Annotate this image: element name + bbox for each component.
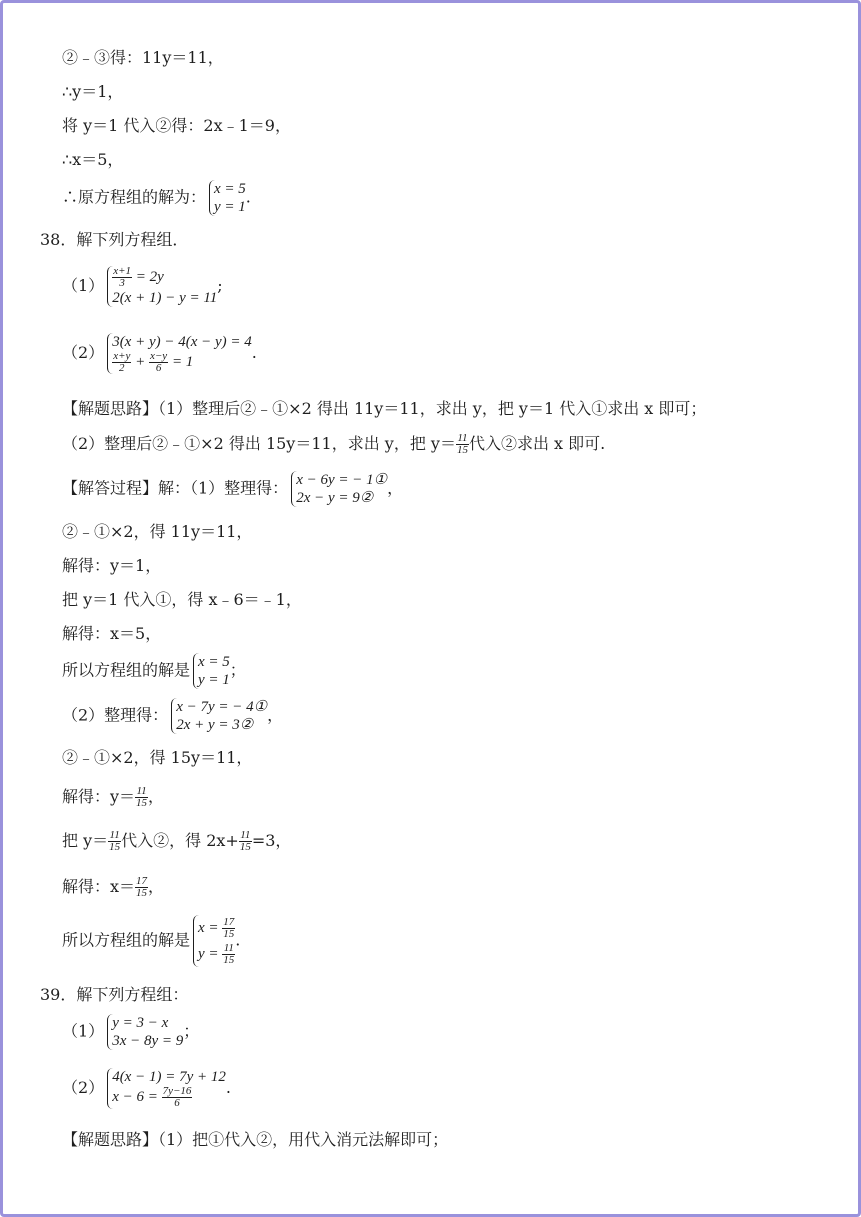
question-part: （1） $\frac{x+1}{3}$ = 2y 2(x + 1) − y = 11 ;: [62, 265, 223, 306]
solution-idea: 【解题思路】（1）整理后②﹣①×2 得出 11y＝11，求出 y，把 y＝1 代入①求出 x 即可；: [62, 399, 707, 418]
fraction: $\frac{17}{15}$: [136, 875, 148, 899]
step-line: ②﹣①×2，得 15y＝11，: [62, 748, 253, 767]
equation-system: x − 7y = − 4① 2x + y = 3②: [171, 698, 267, 734]
fraction: $\frac{7y-16}{6}$: [162, 1085, 192, 1109]
equation-system: $\frac{x+1}{3}$ = 2y 2(x + 1) − y = 11: [107, 266, 217, 307]
solution-line: ∴原方程组的解为： x = 5 y = 1 .: [62, 181, 251, 215]
fraction: $\frac{11}{15}$: [223, 942, 235, 967]
fraction: $\frac{x+1}{3}$: [113, 265, 131, 289]
question-part: （1） y = 3 − x 3x − 8y = 9 ；: [62, 1015, 200, 1049]
solution-line: 所以方程组的解是 x = 5 y = 1 ；: [62, 654, 246, 688]
step-line: 把 y＝1 代入①，得 x﹣6＝﹣1，: [62, 590, 302, 609]
question-part: （2） 3(x + y) − 4(x − y) = 4 $\frac{x+y}{2}$ + $\frac{x-y}{6}$ = 1 .: [62, 334, 257, 374]
question-part: （2） 4(x − 1) = 7y + 12 x − 6 = $\frac{7y-16}{6}$ .: [62, 1069, 231, 1109]
equation-system: x = 5 y = 1: [193, 653, 230, 689]
step-line: 解得：y＝1，: [62, 556, 162, 575]
step-line: ∴x＝5，: [62, 150, 124, 169]
fraction: $\frac{11}{15}$: [456, 432, 468, 456]
solution-process: 【解答过程】解：（1）整理得： x − 6y = − 1① 2x − y = 9② ，: [62, 472, 404, 506]
equation-system: x = 5 y = 1: [209, 180, 246, 216]
equation-system: 3(x + y) − 4(x − y) = 4 $\frac{x+y}{2}$ + $\frac{x-y}{6}$ = 1: [107, 333, 252, 374]
solution-idea: （2）整理后②﹣①×2 得出 15y＝11，求出 y，把 y＝ $\frac{11}{15}$ 代入②求出 x 即可.: [62, 432, 606, 456]
solution-process: （2）整理得： x − 7y = − 4① 2x + y = 3② ，: [62, 699, 284, 733]
question-title: 39．解下列方程组：: [40, 985, 189, 1004]
fraction: $\frac{x+y}{2}$: [113, 350, 131, 374]
solution-idea: 【解题思路】（1）把①代入②，用代入消元法解即可；: [62, 1130, 449, 1149]
equation-system: x − 6y = − 1① 2x − y = 9②: [291, 471, 387, 507]
step-line: ②﹣③得：11y＝11，: [62, 48, 224, 67]
fraction: $\frac{11}{15}$: [239, 829, 251, 853]
step-line: ∴y＝1，: [62, 82, 124, 101]
fraction: $\frac{17}{15}$: [223, 916, 235, 941]
question-title: 38．解下列方程组．: [40, 230, 189, 249]
equation-system: x = $\frac{17}{15}$ y = $\frac{11}{15}$: [193, 915, 235, 967]
step-line: 将 y＝1 代入②得：2x﹣1＝9，: [62, 116, 291, 135]
solution-line: 所以方程组的解是 x = $\frac{17}{15}$ y = $\frac{11}{15}$ .: [62, 916, 241, 967]
equation-system: y = 3 − x 3x − 8y = 9: [107, 1014, 183, 1050]
step-line: 解得：x＝ $\frac{17}{15}$ ，: [62, 875, 165, 899]
fraction: $\frac{11}{15}$: [109, 829, 121, 853]
step-line: ②﹣①×2，得 11y＝11，: [62, 522, 253, 541]
fraction: $\frac{x-y}{6}$: [150, 350, 168, 374]
fraction: $\frac{11}{15}$: [136, 785, 148, 809]
solution-prefix: ∴原方程组的解为：: [62, 187, 207, 207]
step-line: 解得：x＝5，: [62, 624, 162, 643]
step-line: 解得：y＝ $\frac{11}{15}$ ，: [62, 785, 165, 809]
step-line: 把 y＝ $\frac{11}{15}$ 代入②，得 2x+ $\frac{11}{15}$ =3，: [62, 829, 292, 853]
equation-system: 4(x − 1) = 7y + 12 x − 6 = $\frac{7y-16}{6}$: [107, 1068, 226, 1109]
